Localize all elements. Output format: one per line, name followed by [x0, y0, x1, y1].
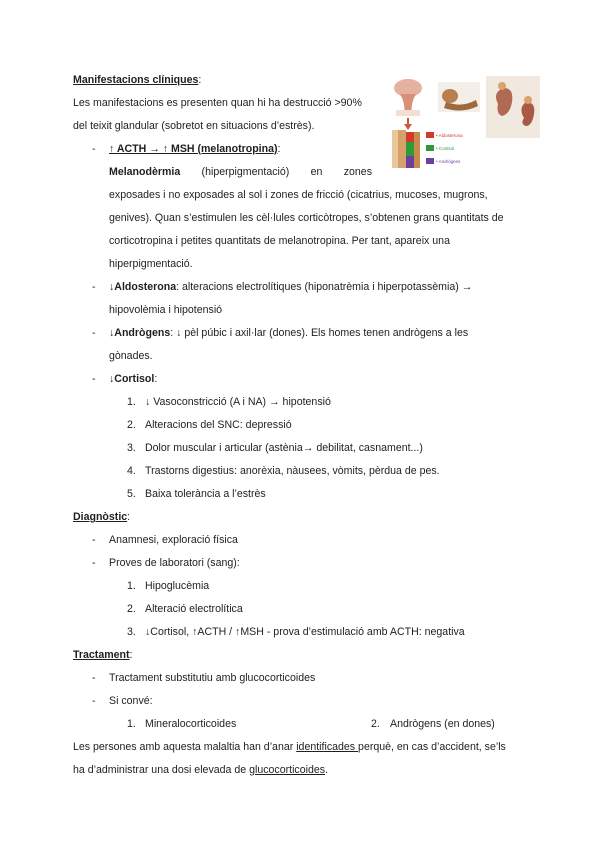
- intro-line-2: del teixit glandular (sobretot en situacions d’estrès).: [73, 120, 315, 132]
- list-number: 3.: [127, 442, 136, 454]
- list-dash: -: [92, 695, 96, 707]
- list-number: 4.: [127, 465, 136, 477]
- list-dash: -: [92, 557, 96, 569]
- list-number: 1.: [127, 580, 136, 592]
- androgens-line-2: gònades.: [109, 350, 153, 362]
- androgens-line-1: ↓Andrògens: ↓ pèl púbic i axil·lar (dones). Els homes tenen andrògens a les: [109, 327, 469, 339]
- adrenal-cross-section: [392, 130, 420, 168]
- aldosterone-term: Aldosterona: [114, 281, 177, 293]
- hormone-arrows: [404, 118, 412, 130]
- cortisol-label: • Cortisol: [436, 146, 455, 151]
- closing-line-2: ha d’administrar una dosi elevada de glucocorticoides.: [73, 764, 329, 776]
- closing-line-1: Les persones amb aquesta malaltia han d’anar identificades perquè, en cas d’accident, se’ls: [73, 741, 506, 753]
- acth-line-4: corticotropina i petites quantitats de melanotropina. Per tant, apareix una: [109, 235, 450, 247]
- cortisol-item-3: Dolor muscular i articular (astènia→ debilitat, casnament...): [145, 442, 423, 454]
- list-dash: -: [92, 672, 96, 684]
- melanodermia-term: Melanodèrmia: [109, 166, 181, 178]
- acth-line-1: Melanodèrmia (hiperpigmentació) en zones: [109, 166, 372, 178]
- treatment-option-1: Mineralocorticoides: [145, 718, 237, 730]
- cortisol-item-5: Baixa tolerància a l’estrès: [145, 488, 266, 500]
- acth-line-2: exposades i no exposades al sol i zones de fricció (cicatrius, mucoses, mugrons,: [109, 189, 488, 201]
- pituitary-illustration: [394, 79, 422, 116]
- cortisol-item-4: Trastorns digestius: anorèxia, nàusees, vòmits, pèrdua de pes.: [145, 465, 440, 477]
- identificades-text: identificades: [296, 741, 359, 753]
- list-dash: -: [92, 281, 96, 293]
- diagnosis-heading: Diagnòstic: [73, 511, 128, 523]
- lab-item-2: Alteració electrolítica: [145, 603, 243, 615]
- list-number: 2.: [127, 419, 136, 431]
- glucocorticoides-text: glucocorticoides: [249, 764, 326, 776]
- diagnosis-item-1: Anamnesi, exploració física: [109, 534, 238, 546]
- cortisol-item-2: Alteracions del SNC: depressió: [145, 419, 292, 431]
- manifestations-heading: Manifestacions clíniques: [73, 74, 199, 86]
- acth-heading-line: ↑ ACTH → ↑ MSH (melanotropina):: [109, 143, 281, 155]
- treatment-heading: Tractament: [73, 649, 130, 661]
- lab-item-3: ↓Cortisol, ↑ACTH / ↑MSH - prova d’estimulació amb ACTH: negativa: [145, 626, 465, 638]
- acth-heading: ↑ ACTH → ↑ MSH (melanotropina): [109, 143, 278, 155]
- list-dash: -: [92, 373, 96, 385]
- list-dash: -: [92, 534, 96, 546]
- manifestations-heading-line: Manifestacions clíniques:: [73, 74, 202, 86]
- list-number: 2.: [127, 603, 136, 615]
- lab-item-1: Hipoglucèmia: [145, 580, 210, 592]
- cortisol-term: Cortisol: [114, 373, 155, 385]
- adrenal-gland-figure: [386, 74, 542, 170]
- treatment-item-1: Tractament substitutiu amb glucocorticoides: [109, 672, 316, 684]
- patient-illustration: [438, 82, 480, 112]
- list-number: 2.: [371, 718, 380, 730]
- cortisol-item-1: ↓ Vasoconstricció (A i NA) → hipotensió: [145, 396, 331, 408]
- list-number: 1.: [127, 396, 136, 408]
- androgens-label: • Andrògens: [436, 159, 461, 164]
- treatment-item-2: Si convé:: [109, 695, 153, 707]
- aldosterone-line-2: hipovolèmia i hipotensió: [109, 304, 223, 316]
- list-number: 3.: [127, 626, 136, 638]
- treatment-heading-line: Tractament:: [73, 649, 133, 661]
- aldosterone-label: • Aldosterona: [436, 133, 463, 138]
- list-dash: -: [92, 143, 96, 155]
- acth-line-3: genives). Quan s’estimulen les cèl·lules corticòtropes, s’obtenen grans quantitats de: [109, 212, 504, 224]
- hormone-labels: [426, 132, 463, 164]
- androgens-term: Andrògens: [114, 327, 171, 339]
- treatment-option-2: Andrògens (en dones): [390, 718, 495, 730]
- kidney-illustration: [486, 76, 540, 138]
- diagnosis-item-2: Proves de laboratori (sang):: [109, 557, 240, 569]
- list-dash: -: [92, 327, 96, 339]
- diagnosis-heading-line: Diagnòstic:: [73, 511, 131, 523]
- list-number: 1.: [127, 718, 136, 730]
- aldosterone-line-1: ↓Aldosterona: alteracions electrolítiques (hiponatrèmia i hiperpotassèmia) →: [109, 281, 473, 293]
- acth-line-5: hiperpigmentació.: [109, 258, 193, 270]
- list-number: 5.: [127, 488, 136, 500]
- intro-line-1: Les manifestacions es presenten quan hi ha destrucció >90%: [73, 97, 362, 109]
- cortisol-heading-line: ↓Cortisol:: [109, 373, 158, 385]
